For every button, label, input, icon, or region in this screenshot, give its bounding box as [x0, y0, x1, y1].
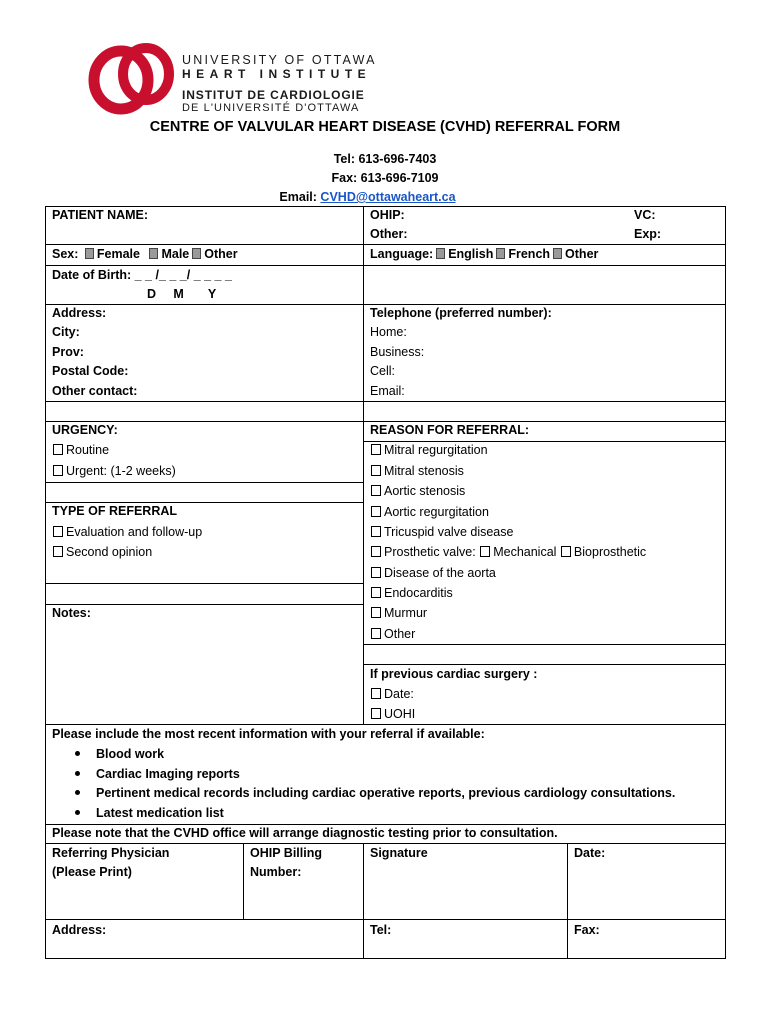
reason-label: REASON FOR REFERRAL: — [370, 423, 530, 437]
postal-code-label: Postal Code: — [52, 364, 129, 378]
cell-phone-label: Cell: — [370, 364, 396, 378]
routine-checkbox[interactable] — [53, 444, 63, 455]
second-opinion-checkbox[interactable] — [53, 546, 63, 557]
endocarditis-checkbox[interactable] — [371, 587, 381, 598]
urgency-label: URGENCY: — [52, 423, 118, 437]
email-label: Email: — [370, 384, 405, 398]
sex-other-checkbox[interactable] — [192, 248, 201, 259]
ohip-other-label: Other: — [370, 227, 408, 241]
logo-text-university: UNIVERSITY OF OTTAWA — [182, 53, 377, 67]
include-item-imaging — [75, 767, 240, 782]
reason-prosthetic-valve — [370, 545, 646, 560]
aortic-regurgitation-label: Aortic regurgitation — [384, 505, 489, 519]
language-other-checkbox[interactable] — [553, 248, 562, 259]
bioprosthetic-checkbox[interactable] — [561, 546, 571, 557]
prosthetic-checkbox[interactable] — [371, 546, 381, 557]
signature-label: Signature — [370, 846, 428, 860]
reason-other[interactable] — [370, 627, 415, 642]
contact-email-row — [0, 190, 735, 205]
reason-aorta-disease[interactable] — [370, 566, 496, 581]
include-item-text: Pertinent medical records including cardiac operative reports, previous cardiology consultations. — [96, 786, 676, 800]
reason-other-label: Other — [384, 627, 416, 641]
second-opinion-label: Second opinion — [66, 545, 153, 559]
aorta-disease-checkbox[interactable] — [371, 567, 381, 578]
include-item-blood-work — [75, 747, 164, 762]
male-label: Male — [161, 247, 190, 261]
other-contact-label: Other contact: — [52, 384, 138, 398]
physician-tel-label: Tel: — [370, 923, 392, 937]
aortic-regurgitation-checkbox[interactable] — [371, 506, 381, 517]
include-item-medication — [75, 806, 224, 821]
dob-label: Date of Birth: _ _ /_ _ _/ _ _ _ _ — [52, 268, 232, 282]
urgent-label: Urgent: (1-2 weeks) — [66, 464, 176, 478]
include-item-text: Latest medication list — [96, 806, 224, 820]
urgent-checkbox[interactable] — [53, 465, 63, 476]
murmur-checkbox[interactable] — [371, 607, 381, 618]
male-checkbox[interactable] — [149, 248, 158, 259]
reason-murmur[interactable] — [370, 606, 427, 621]
notes-label: Notes: — [52, 606, 91, 620]
aorta-disease-label: Disease of the aorta — [384, 566, 496, 580]
contact-email-link[interactable]: CVHD@ottawaheart.ca — [320, 190, 456, 204]
reason-tricuspid[interactable] — [370, 525, 513, 540]
routine-label: Routine — [66, 443, 110, 457]
reason-aortic-stenosis[interactable] — [370, 484, 465, 499]
female-label: Female — [96, 247, 140, 261]
mechanical-checkbox[interactable] — [480, 546, 490, 557]
aortic-stenosis-label: Aortic stenosis — [384, 484, 466, 498]
physician-address-label: Address: — [52, 923, 107, 937]
urgency-option-routine[interactable] — [52, 443, 109, 458]
urgency-option-urgent[interactable] — [52, 464, 176, 479]
include-item-records — [75, 786, 675, 801]
uohi-checkbox[interactable] — [371, 708, 381, 719]
include-item-text: Blood work — [96, 747, 165, 761]
sex-other-label: Other — [204, 247, 238, 261]
reason-other-checkbox[interactable] — [371, 628, 381, 639]
bullet-icon — [75, 810, 80, 815]
tricuspid-checkbox[interactable] — [371, 526, 381, 537]
surgery-uohi[interactable] — [370, 707, 415, 722]
sex-label: Sex: — [52, 247, 79, 261]
mitral-regurgitation-checkbox[interactable] — [371, 444, 381, 455]
physician-date-label: Date: — [574, 846, 606, 860]
contact-tel: Tel: 613-696-7403 — [333, 152, 437, 166]
mechanical-label: Mechanical — [493, 545, 557, 559]
french-label: French — [508, 247, 551, 261]
reason-endocarditis[interactable] — [370, 586, 453, 601]
surgery-date-label: Date: — [384, 687, 414, 701]
reason-mitral-regurgitation[interactable] — [370, 443, 488, 458]
aortic-stenosis-checkbox[interactable] — [371, 485, 381, 496]
bioprosthetic-label: Bioprosthetic — [573, 545, 647, 559]
sex-row — [52, 247, 238, 262]
form-title: CENTRE OF VALVULAR HEART DISEASE (CVHD) REFERRAL FORM — [149, 119, 621, 135]
prosthetic-label: Prosthetic valve: — [384, 545, 476, 559]
surgery-label: If previous cardiac surgery : — [370, 667, 538, 681]
french-checkbox[interactable] — [496, 248, 505, 259]
include-label: Please include the most recent information with your referral if available: — [52, 727, 485, 741]
contact-email-label: Email: — [279, 190, 317, 204]
ohip-label: OHIP: — [370, 208, 405, 222]
language-label: Language: — [370, 247, 434, 261]
referral-option-second-opinion[interactable] — [52, 545, 152, 560]
bullet-icon — [75, 751, 80, 756]
uohi-label: UOHI — [384, 707, 416, 721]
ohip-billing-label: OHIP Billing — [250, 846, 322, 860]
city-label: City: — [52, 325, 80, 339]
surgery-date[interactable] — [370, 687, 414, 702]
testing-note: Please note that the CVHD office will arrange diagnostic testing prior to consultation. — [52, 826, 558, 840]
mitral-stenosis-checkbox[interactable] — [371, 465, 381, 476]
patient-name-label: PATIENT NAME: — [52, 208, 149, 222]
evaluation-checkbox[interactable] — [53, 526, 63, 537]
referral-option-evaluation[interactable] — [52, 525, 202, 540]
mitral-regurgitation-label: Mitral regurgitation — [384, 443, 488, 457]
exp-label: Exp: — [634, 227, 662, 241]
referring-physician-label: Referring Physician — [52, 846, 170, 860]
bullet-icon — [75, 771, 80, 776]
mitral-stenosis-label: Mitral stenosis — [384, 464, 464, 478]
reason-aortic-regurgitation[interactable] — [370, 505, 489, 520]
english-checkbox[interactable] — [436, 248, 445, 259]
dob-format: D M Y — [147, 287, 217, 301]
business-phone-label: Business: — [370, 345, 425, 359]
english-label: English — [448, 247, 494, 261]
reason-mitral-stenosis[interactable] — [370, 464, 464, 479]
murmur-label: Murmur — [384, 606, 428, 620]
please-print-label: (Please Print) — [52, 865, 132, 879]
logo-text-heart-institute: HEART INSTITUTE — [182, 67, 372, 81]
heart-institute-logo — [88, 42, 178, 116]
ohip-number-label: Number: — [250, 865, 302, 879]
female-checkbox[interactable] — [85, 248, 94, 259]
vc-label: VC: — [634, 208, 656, 222]
bullet-icon — [75, 790, 80, 795]
contact-fax: Fax: 613-696-7109 — [331, 171, 439, 185]
physician-fax-label: Fax: — [574, 923, 600, 937]
logo-text-universite: DE L'UNIVERSITÉ D'OTTAWA — [182, 102, 360, 114]
address-label: Address: — [52, 306, 107, 320]
language-other-label: Other — [565, 247, 599, 261]
telephone-label: Telephone (preferred number): — [370, 306, 552, 320]
language-row — [370, 247, 598, 262]
logo-text-institut: INSTITUT DE CARDIOLOGIE — [182, 88, 365, 102]
evaluation-label: Evaluation and follow-up — [66, 525, 203, 539]
include-item-text: Cardiac Imaging reports — [96, 767, 240, 781]
referral-type-label: TYPE OF REFERRAL — [52, 504, 178, 518]
endocarditis-label: Endocarditis — [384, 586, 453, 600]
tricuspid-label: Tricuspid valve disease — [384, 525, 514, 539]
surgery-date-checkbox[interactable] — [371, 688, 381, 699]
home-phone-label: Home: — [370, 325, 407, 339]
prov-label: Prov: — [52, 345, 84, 359]
